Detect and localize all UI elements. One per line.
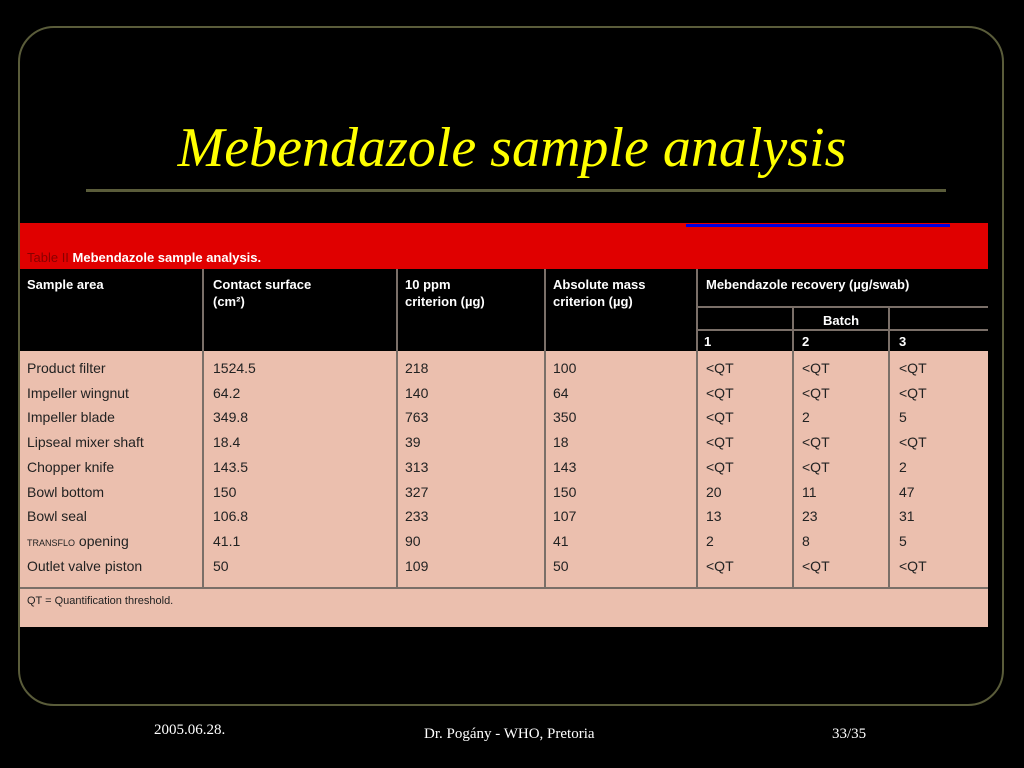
cell-10ppm: 327 [405, 483, 429, 500]
header-recovery: Mebendazole recovery (µg/swab) [706, 277, 910, 292]
cell-contact-surface: 143.5 [213, 458, 249, 475]
table-row [20, 381, 988, 405]
footnote-divider [20, 587, 988, 589]
cell-batch-3: <QT [899, 434, 927, 451]
cell-batch-1: <QT [706, 458, 734, 475]
cell-contact-surface: 150 [213, 483, 237, 500]
cell-batch-1: 20 [706, 483, 722, 500]
cell-batch-1: 13 [706, 508, 722, 525]
table-footnote: QT = Quantification threshold. [27, 595, 174, 607]
header-contact-surface-line1: Contact surface [213, 277, 312, 292]
cell-sample-area [27, 356, 106, 380]
cell-sample-area-name: Bowl bottom [27, 483, 105, 500]
cell-batch-3: <QT [899, 360, 927, 376]
cell-batch-1: <QT [706, 434, 734, 451]
cell-batch-1: <QT [706, 384, 734, 401]
cell-10ppm: 90 [405, 532, 421, 549]
cell-batch-2: <QT [802, 557, 830, 574]
cell-batch-3: 5 [899, 532, 907, 549]
table-caption-bar [20, 223, 988, 269]
header-divider-recovery [696, 306, 988, 308]
cell-10ppm: 140 [405, 384, 429, 401]
cell-contact-surface: 349.8 [213, 409, 249, 426]
cell-contact-surface: 106.8 [213, 508, 249, 525]
cell-contact-surface: 1524.5 [213, 360, 256, 376]
table-row [20, 455, 988, 479]
footer-page-number: 33/35 [832, 726, 867, 742]
header-absolute-mass-line2: criterion (µg) [553, 294, 633, 309]
cell-absolute-mass: 107 [553, 508, 577, 525]
header-absolute-mass-line1: Absolute mass [553, 277, 646, 292]
table-row [20, 405, 988, 429]
cell-absolute-mass: 64 [553, 384, 569, 401]
cell-contact-surface: 64.2 [213, 384, 241, 401]
cell-sample-area [27, 504, 87, 528]
cell-absolute-mass: 143 [553, 458, 577, 475]
cell-batch-2: 2 [802, 409, 810, 426]
cell-10ppm: 39 [405, 434, 421, 451]
cell-absolute-mass: 50 [553, 557, 569, 574]
cell-batch-3: <QT [899, 384, 927, 401]
cell-sample-area-name: Chopper knife [27, 458, 115, 475]
cell-batch-2: <QT [802, 458, 830, 475]
cell-batch-3: 31 [899, 508, 915, 525]
highlight-underline [686, 224, 950, 227]
table-header [20, 269, 988, 351]
table-caption [27, 250, 261, 265]
cell-sample-area [27, 480, 104, 504]
cell-batch-2: 11 [802, 483, 817, 500]
cell-batch-2: <QT [802, 434, 830, 451]
cell-absolute-mass: 41 [553, 532, 569, 549]
cell-batch-3: 47 [899, 483, 915, 500]
cell-sample-area-name: Outlet valve piston [27, 557, 143, 574]
cell-contact-surface: 41.1 [213, 532, 241, 549]
slide-title: Mebendazole sample analysis [177, 117, 847, 179]
cell-absolute-mass: 100 [553, 360, 577, 376]
cell-batch-1: <QT [706, 409, 734, 426]
cell-contact-surface: 18.4 [213, 434, 241, 451]
cell-sample-area [27, 405, 115, 429]
cell-batch-3: 2 [899, 458, 907, 475]
cell-sample-area-name: opening [78, 532, 129, 549]
header-batch-3: 3 [899, 334, 907, 349]
cell-10ppm: 233 [405, 508, 429, 525]
footer-date: 2005.06.28. [154, 722, 226, 738]
cell-sample-area-name: Product filter [27, 360, 106, 376]
header-batch: Batch [823, 313, 860, 328]
cell-contact-surface: 50 [213, 557, 229, 574]
cell-10ppm: 763 [405, 409, 429, 426]
header-contact-surface-line2: (cm²) [213, 294, 245, 309]
cell-absolute-mass: 150 [553, 483, 577, 500]
header-10ppm [405, 276, 485, 310]
header-sample-area: Sample area [27, 277, 104, 292]
cell-batch-1: 2 [706, 532, 714, 549]
table-row [20, 504, 988, 528]
header-divider-batch [696, 329, 988, 331]
cell-batch-3: <QT [899, 557, 927, 574]
header-contact-surface [213, 276, 311, 310]
header-batch-1: 1 [704, 334, 712, 349]
cell-10ppm: 109 [405, 557, 429, 574]
cell-sample-area-name: Bowl seal [27, 508, 87, 525]
cell-batch-2: 8 [802, 532, 810, 549]
cell-sample-area-name: Impeller blade [27, 409, 115, 426]
cell-sample-area [27, 455, 114, 479]
cell-10ppm: 218 [405, 360, 429, 376]
cell-sample-area-name: Lipseal mixer shaft [27, 434, 144, 451]
title-divider [86, 189, 946, 192]
table-row [20, 480, 988, 504]
cell-sample-area [27, 554, 142, 578]
cell-sample-area [27, 430, 144, 454]
table-caption-label: Table II [27, 250, 69, 265]
header-10ppm-line2: criterion (µg) [405, 294, 485, 309]
cell-absolute-mass: 350 [553, 409, 577, 426]
cell-batch-1: <QT [706, 557, 734, 574]
cell-batch-3: 5 [899, 409, 907, 426]
footer-author: Dr. Pogány - WHO, Pretoria [424, 726, 595, 742]
cell-10ppm: 313 [405, 458, 429, 475]
table-row [20, 554, 988, 578]
table-row [20, 356, 988, 380]
table-row [20, 529, 988, 553]
cell-batch-1: <QT [706, 360, 734, 376]
table-row [20, 430, 988, 454]
cell-absolute-mass: 18 [553, 434, 569, 451]
cell-batch-2: <QT [802, 384, 830, 401]
table-caption-title: Mebendazole sample analysis. [72, 250, 262, 265]
cell-sample-area-prefix: TRANSFLO [27, 537, 76, 548]
cell-sample-area-name: Impeller wingnut [27, 384, 129, 401]
cell-batch-2: <QT [802, 360, 830, 376]
header-absolute-mass [553, 276, 645, 310]
cell-sample-area [27, 529, 129, 555]
header-10ppm-line1: 10 ppm [405, 277, 451, 292]
data-table [20, 223, 988, 627]
cell-sample-area [27, 381, 129, 405]
header-batch-2: 2 [802, 334, 810, 349]
cell-batch-2: 23 [802, 508, 818, 525]
